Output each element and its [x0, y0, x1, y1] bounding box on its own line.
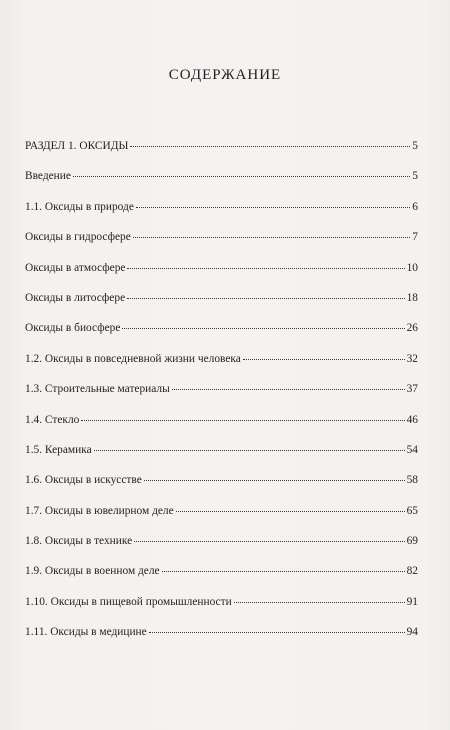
toc-entry — [25, 435, 418, 465]
dot-leader — [243, 359, 405, 360]
toc-entry-label: Введение — [25, 170, 71, 183]
toc-entry-label: 1.7. Оксиды в ювелирном деле — [25, 504, 174, 517]
toc-entry-page: 91 — [406, 595, 418, 608]
dot-leader — [73, 176, 410, 177]
toc-entry — [25, 496, 418, 526]
dot-leader — [172, 389, 405, 390]
page-title: СОДЕРЖАНИЕ — [168, 67, 282, 83]
table-of-contents — [25, 131, 418, 648]
dot-leader — [127, 298, 404, 299]
toc-entry-page: 26 — [406, 322, 418, 335]
toc-entry — [25, 283, 418, 313]
toc-entry-page: 32 — [406, 352, 418, 365]
dot-leader — [94, 450, 405, 451]
toc-entry-page: 37 — [406, 383, 418, 396]
toc-entry — [25, 161, 418, 191]
toc-entry-page: 65 — [406, 504, 418, 517]
toc-entry-page: 54 — [406, 443, 418, 456]
toc-entry-page: 10 — [406, 261, 418, 274]
dot-leader — [144, 480, 405, 481]
dot-leader — [133, 237, 411, 238]
toc-entry-label: Оксиды в литосфере — [25, 291, 126, 304]
dot-leader — [122, 328, 404, 329]
toc-entry — [25, 192, 418, 222]
toc-entry-label: Оксиды в атмосфере — [25, 261, 126, 274]
toc-entry-label: 1.6. Оксиды в искусстве — [25, 474, 142, 487]
toc-entry-page: 5 — [412, 140, 418, 152]
toc-entry-label: Оксиды в гидросфере — [25, 231, 131, 244]
dot-leader — [176, 511, 405, 512]
toc-entry-page: 94 — [406, 626, 418, 639]
toc-entry — [25, 526, 418, 556]
toc-entry-page: 69 — [406, 535, 418, 548]
toc-entry — [25, 374, 418, 404]
toc-entry-label: РАЗДЕЛ 1. ОКСИДЫ — [25, 140, 129, 152]
toc-entry — [25, 313, 418, 343]
toc-entry-page: 6 — [412, 200, 418, 213]
dot-leader — [130, 146, 410, 147]
toc-entry — [25, 405, 418, 435]
toc-entry — [25, 131, 418, 161]
toc-entry-page: 46 — [406, 413, 418, 426]
toc-entry — [25, 344, 418, 374]
toc-entry-label: 1.9. Оксиды в военном деле — [25, 565, 160, 578]
toc-entry-label: 1.1. Оксиды в природе — [25, 200, 134, 213]
toc-entry-label: 1.2. Оксиды в повседневной жизни человека — [25, 352, 241, 365]
toc-entry — [25, 556, 418, 586]
dot-leader — [234, 602, 405, 603]
toc-entry — [25, 587, 418, 617]
toc-entry — [25, 465, 418, 495]
dot-leader — [81, 420, 404, 421]
toc-entry-label: 1.11. Оксиды в медицине — [25, 626, 147, 639]
toc-entry — [25, 617, 418, 647]
toc-entry-label: 1.5. Керамика — [25, 443, 92, 456]
dot-leader — [136, 207, 410, 208]
toc-entry-label: 1.4. Стекло — [25, 413, 80, 426]
dot-leader — [127, 268, 404, 269]
dot-leader — [149, 632, 405, 633]
toc-entry-page: 58 — [406, 474, 418, 487]
dot-leader — [134, 541, 404, 542]
toc-entry-page: 18 — [406, 291, 418, 304]
toc-entry-page: 5 — [412, 170, 418, 183]
toc-entry — [25, 253, 418, 283]
toc-entry-label: 1.8. Оксиды в технике — [25, 535, 133, 548]
toc-entry-label: Оксиды в биосфере — [25, 322, 121, 335]
toc-entry-page: 7 — [412, 231, 418, 244]
dot-leader — [162, 571, 405, 572]
toc-entry-page: 82 — [406, 565, 418, 578]
toc-entry — [25, 222, 418, 252]
toc-entry-label: 1.10. Оксиды в пищевой промышленности — [25, 595, 232, 608]
toc-entry-label: 1.3. Строительные материалы — [25, 383, 170, 396]
